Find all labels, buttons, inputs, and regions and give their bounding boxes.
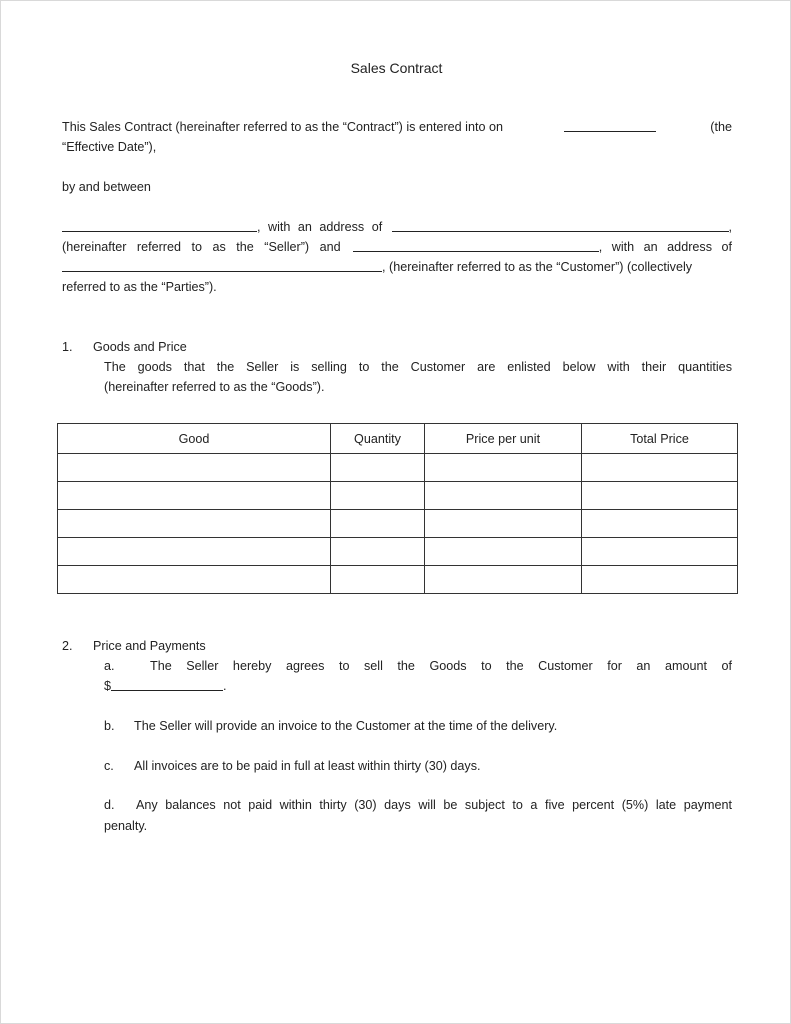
section-1-number: 1.	[62, 340, 73, 354]
item-c-marker: c.	[104, 759, 114, 773]
parties-line-1	[62, 220, 732, 234]
item-d-text-line-1: Any balances not paid within thirty (30) days will be subject to a five percent (5%) late payment	[136, 798, 732, 812]
document-title: Sales Contract	[350, 60, 443, 76]
table-cell[interactable]	[58, 566, 331, 594]
table-cell[interactable]	[425, 566, 582, 594]
section-2-heading: Price and Payments	[93, 639, 206, 653]
table-cell[interactable]	[331, 566, 425, 594]
goods-table-header-row	[58, 424, 738, 454]
item-c-text: All invoices are to be paid in full at least within thirty (30) days.	[134, 759, 481, 773]
section-1-heading: Goods and Price	[93, 340, 187, 354]
item-a-amount-line	[104, 679, 227, 693]
intro-line-1	[62, 120, 732, 134]
item-a-end: .	[223, 679, 227, 693]
table-row	[58, 510, 738, 538]
item-a-marker: a.	[104, 659, 115, 673]
table-cell[interactable]	[425, 538, 582, 566]
intro-text: This Sales Contract (hereinafter referred to as the “Contract”) is entered into on	[62, 120, 503, 134]
table-cell[interactable]	[331, 538, 425, 566]
parties-line-3-text: , (hereinafter referred to as the “Customer”) (collectively	[382, 260, 693, 274]
table-cell[interactable]	[58, 538, 331, 566]
header-price-per-unit: Price per unit	[425, 424, 582, 454]
table-cell[interactable]	[582, 510, 738, 538]
table-cell[interactable]	[582, 538, 738, 566]
header-total-price: Total Price	[582, 424, 738, 454]
section-1-body-line-1: The goods that the Seller is selling to the Customer are enlisted below with their quantities	[104, 360, 732, 374]
table-row	[58, 538, 738, 566]
table-cell[interactable]	[58, 510, 331, 538]
table-row	[58, 454, 738, 482]
table-cell[interactable]	[425, 454, 582, 482]
intro-line-2: “Effective Date”),	[62, 140, 157, 154]
parties-line-4: referred to as the “Parties”).	[62, 280, 217, 294]
parties-line-1-end: ,	[728, 220, 732, 234]
table-cell[interactable]	[582, 454, 738, 482]
seller-address-blank[interactable]	[392, 220, 728, 232]
parties-line-2-end: , with an address of	[598, 240, 732, 254]
parties-line-2-text: (hereinafter referred to as the “Seller”) and	[62, 240, 341, 254]
table-cell[interactable]	[582, 482, 738, 510]
amount-blank[interactable]	[111, 679, 223, 691]
item-b-marker: b.	[104, 719, 115, 733]
table-cell[interactable]	[425, 482, 582, 510]
parties-line-1-mid: , with an address of	[257, 220, 383, 234]
header-good: Good	[58, 424, 331, 454]
table-cell[interactable]	[331, 454, 425, 482]
table-cell[interactable]	[58, 482, 331, 510]
item-a-dollar: $	[104, 679, 112, 693]
section-2-number: 2.	[62, 639, 73, 653]
item-a-text: The Seller hereby agrees to sell the Goods to the Customer for an amount of	[150, 659, 732, 673]
section-1-body-line-2: (hereinafter referred to as the “Goods”).	[104, 380, 325, 394]
effective-date-blank[interactable]	[564, 120, 656, 132]
table-row	[58, 482, 738, 510]
table-cell[interactable]	[425, 510, 582, 538]
customer-address-blank[interactable]	[62, 260, 382, 272]
seller-name-blank[interactable]	[62, 220, 257, 232]
table-cell[interactable]	[58, 454, 331, 482]
goods-table	[57, 423, 738, 594]
table-cell[interactable]	[582, 566, 738, 594]
by-and-between: by and between	[62, 180, 151, 194]
item-b-text: The Seller will provide an invoice to the Customer at the time of the delivery.	[134, 719, 558, 733]
parties-line-3	[62, 260, 732, 274]
item-d-text-line-2: penalty.	[104, 819, 148, 833]
table-cell[interactable]	[331, 510, 425, 538]
customer-name-blank[interactable]	[353, 240, 599, 252]
item-d-marker: d.	[104, 798, 115, 812]
table-cell[interactable]	[331, 482, 425, 510]
table-row	[58, 566, 738, 594]
header-quantity: Quantity	[331, 424, 425, 454]
parties-line-2	[62, 240, 732, 254]
intro-line-1-end: (the	[710, 120, 732, 134]
